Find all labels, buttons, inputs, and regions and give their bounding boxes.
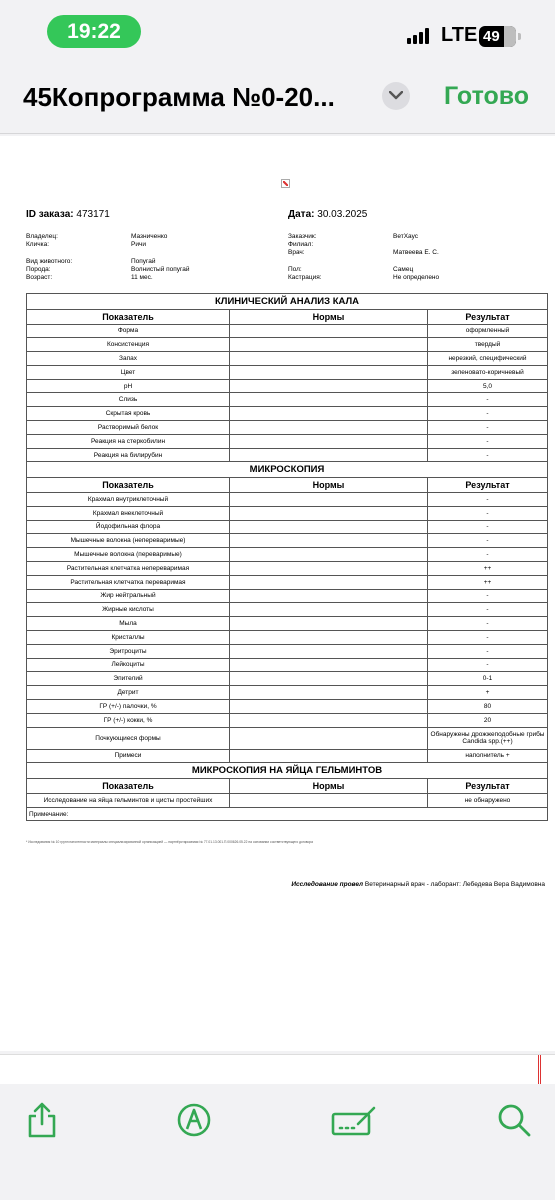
row-norm bbox=[230, 617, 428, 631]
network-type: LTE bbox=[441, 24, 478, 46]
row-result: - bbox=[428, 548, 548, 562]
page-edge-marker bbox=[538, 1055, 541, 1085]
row-indicator: Детрит bbox=[27, 686, 230, 700]
order-date bbox=[288, 209, 367, 220]
customer-value: ВетХаус bbox=[393, 233, 419, 240]
table-row bbox=[27, 506, 548, 520]
row-result: нерезкий, специфический bbox=[428, 352, 548, 366]
pet-name-label: Кличка: bbox=[26, 241, 50, 248]
row-norm bbox=[230, 506, 428, 520]
navigation-bar bbox=[0, 62, 555, 134]
owner-value: Мазниченко bbox=[131, 233, 168, 240]
battery-level: 49 bbox=[483, 28, 500, 45]
row-indicator: Крахмал внутриклеточный bbox=[27, 492, 230, 506]
sex-value: Самец bbox=[393, 266, 414, 273]
row-indicator: Эритроциты bbox=[27, 644, 230, 658]
row-result: ++ bbox=[428, 561, 548, 575]
section-helminth-header bbox=[27, 763, 548, 779]
row-result: - bbox=[428, 603, 548, 617]
section-clinical-header bbox=[27, 294, 548, 310]
table-header-row bbox=[27, 309, 548, 324]
row-result: - bbox=[428, 434, 548, 448]
row-norm bbox=[230, 365, 428, 379]
title-menu-button[interactable] bbox=[382, 82, 410, 110]
row-norm bbox=[230, 520, 428, 534]
signoff-text: Ветеринарный врач - лаборант: Лебедева Вера Вадимовна bbox=[364, 881, 545, 888]
row-result: зеленовато-коричневый bbox=[428, 365, 548, 379]
table-row bbox=[27, 324, 548, 338]
species-value: Попугай bbox=[131, 258, 156, 265]
row-indicator: Эпителий bbox=[27, 672, 230, 686]
order-id-label: ID заказа: bbox=[26, 209, 74, 220]
row-indicator: Форма bbox=[27, 324, 230, 338]
row-indicator: Растительная клетчатка непереваримая bbox=[27, 561, 230, 575]
row-norm bbox=[230, 727, 428, 749]
row-result: - bbox=[428, 448, 548, 462]
document-title[interactable]: 45Копрограмма №0-20... bbox=[23, 82, 335, 112]
row-indicator: ГР (+/-) палочки, % bbox=[27, 699, 230, 713]
row-norm bbox=[230, 492, 428, 506]
status-bar bbox=[0, 0, 555, 62]
row-indicator: Йодофильная флора bbox=[27, 520, 230, 534]
row-result: - bbox=[428, 534, 548, 548]
row-norm bbox=[230, 686, 428, 700]
castration-value: Не определено bbox=[393, 274, 440, 281]
row-result: ++ bbox=[428, 575, 548, 589]
row-result: оформленный bbox=[428, 324, 548, 338]
table-row bbox=[27, 448, 548, 462]
row-norm bbox=[230, 603, 428, 617]
date-label: Дата: bbox=[288, 209, 315, 220]
row-result: - bbox=[428, 520, 548, 534]
row-norm bbox=[230, 407, 428, 421]
table-row bbox=[27, 520, 548, 534]
castration-label: Кастрация: bbox=[288, 274, 322, 281]
table-row bbox=[27, 548, 548, 562]
sex-label: Пол: bbox=[288, 266, 302, 273]
table-row bbox=[27, 713, 548, 727]
row-indicator: Мышечные волокна (непереваримые) bbox=[27, 534, 230, 548]
row-indicator: Лейкоциты bbox=[27, 658, 230, 672]
section-microscopy-header bbox=[27, 462, 548, 478]
table-row bbox=[27, 793, 548, 807]
row-norm bbox=[230, 793, 428, 807]
footnote: * Исследования № 10 групп патогенности материалы специализированной организацией — партнёрстаркаемая № 77.01.13.001.П.000626.05.22 на основании соответствующего договора bbox=[26, 840, 314, 844]
table-row bbox=[27, 561, 548, 575]
col-result-header: Результат bbox=[428, 309, 548, 324]
row-result: + bbox=[428, 686, 548, 700]
row-norm bbox=[230, 713, 428, 727]
row-indicator: Мышечные волокна (переваримые) bbox=[27, 548, 230, 562]
col-norms-header: Нормы bbox=[230, 778, 428, 793]
row-result: 20 bbox=[428, 713, 548, 727]
col-result-header: Результат bbox=[428, 778, 548, 793]
row-norm bbox=[230, 448, 428, 462]
row-indicator: Исследование на яйца гельминтов и цисты простейших bbox=[27, 793, 230, 807]
row-indicator: Скрытая кровь bbox=[27, 407, 230, 421]
row-norm bbox=[230, 379, 428, 393]
row-indicator: Жирные кислоты bbox=[27, 603, 230, 617]
table-row bbox=[27, 379, 548, 393]
signature-button[interactable] bbox=[330, 1100, 378, 1140]
owner-label: Владелец: bbox=[26, 233, 58, 240]
broken-image-icon bbox=[281, 179, 290, 188]
signature-icon bbox=[330, 1100, 378, 1140]
table-row bbox=[27, 644, 548, 658]
row-norm bbox=[230, 575, 428, 589]
table-row bbox=[27, 686, 548, 700]
row-result: 5,0 bbox=[428, 379, 548, 393]
done-button[interactable]: Готово bbox=[444, 82, 530, 110]
table-row bbox=[27, 603, 548, 617]
table-row bbox=[27, 492, 548, 506]
bottom-toolbar bbox=[0, 1084, 555, 1200]
breed-label: Порода: bbox=[26, 266, 51, 273]
note-row bbox=[27, 807, 548, 821]
doctor-label: Врач: bbox=[288, 249, 305, 256]
doctor-value: Матвеева Е. С. bbox=[393, 249, 439, 256]
results-table bbox=[26, 293, 548, 821]
table-row bbox=[27, 407, 548, 421]
row-result: - bbox=[428, 644, 548, 658]
breed-value: Волнистый попугай bbox=[131, 266, 190, 273]
table-header-row bbox=[27, 778, 548, 793]
section-title: КЛИНИЧЕСКИЙ АНАЛИЗ КАЛА bbox=[27, 294, 548, 310]
search-button[interactable] bbox=[494, 1100, 534, 1140]
signoff-label: Исследование провел bbox=[291, 881, 364, 888]
table-row bbox=[27, 658, 548, 672]
markup-pen-icon bbox=[174, 1100, 214, 1140]
row-result: - bbox=[428, 393, 548, 407]
next-page-preview[interactable] bbox=[0, 1054, 555, 1084]
row-norm bbox=[230, 699, 428, 713]
cellular-signal-icon bbox=[407, 28, 429, 44]
col-norms-header: Нормы bbox=[230, 477, 428, 492]
row-indicator: Крахмал внеклеточный bbox=[27, 506, 230, 520]
row-result: не обнаружено bbox=[428, 793, 548, 807]
row-indicator: Примеси bbox=[27, 749, 230, 763]
col-indicator-header: Показатель bbox=[27, 778, 230, 793]
row-result: - bbox=[428, 658, 548, 672]
row-indicator: pH bbox=[27, 379, 230, 393]
table-row bbox=[27, 338, 548, 352]
row-result: наполнитель + bbox=[428, 749, 548, 763]
row-indicator: Консистенция bbox=[27, 338, 230, 352]
col-indicator-header: Показатель bbox=[27, 309, 230, 324]
row-result: 80 bbox=[428, 699, 548, 713]
section-title: МИКРОСКОПИЯ НА ЯЙЦА ГЕЛЬМИНТОВ bbox=[27, 763, 548, 779]
table-row bbox=[27, 749, 548, 763]
row-norm bbox=[230, 393, 428, 407]
table-row bbox=[27, 434, 548, 448]
row-indicator: Мыла bbox=[27, 617, 230, 631]
row-norm bbox=[230, 338, 428, 352]
markup-button[interactable] bbox=[174, 1100, 214, 1140]
note-label: Примечание: bbox=[27, 807, 548, 821]
date-value: 30.03.2025 bbox=[317, 209, 368, 220]
row-indicator: Почкующиеся формы bbox=[27, 727, 230, 749]
species-label: Вид животного: bbox=[26, 258, 73, 265]
battery-icon bbox=[479, 26, 516, 47]
row-norm bbox=[230, 658, 428, 672]
row-norm bbox=[230, 672, 428, 686]
row-result: - bbox=[428, 506, 548, 520]
row-norm bbox=[230, 548, 428, 562]
row-norm bbox=[230, 561, 428, 575]
order-id bbox=[26, 209, 110, 220]
row-norm bbox=[230, 749, 428, 763]
table-row bbox=[27, 352, 548, 366]
table-row bbox=[27, 365, 548, 379]
col-indicator-header: Показатель bbox=[27, 477, 230, 492]
battery-tip bbox=[518, 33, 521, 40]
row-norm bbox=[230, 352, 428, 366]
status-time[interactable]: 19:22 bbox=[47, 15, 141, 48]
table-row bbox=[27, 421, 548, 435]
table-row bbox=[27, 589, 548, 603]
row-indicator: Растворимый белок bbox=[27, 421, 230, 435]
table-header-row bbox=[27, 477, 548, 492]
row-norm bbox=[230, 644, 428, 658]
table-row bbox=[27, 727, 548, 749]
table-row bbox=[27, 672, 548, 686]
chevron-down-icon bbox=[389, 91, 403, 101]
row-indicator: ГР (+/-) кокки, % bbox=[27, 713, 230, 727]
col-norms-header: Нормы bbox=[230, 309, 428, 324]
share-button[interactable] bbox=[22, 1100, 62, 1140]
table-row bbox=[27, 393, 548, 407]
row-indicator: Реакция на стеркобилин bbox=[27, 434, 230, 448]
signoff bbox=[291, 881, 545, 888]
table-row bbox=[27, 617, 548, 631]
row-result: - bbox=[428, 617, 548, 631]
row-norm bbox=[230, 434, 428, 448]
row-norm bbox=[230, 630, 428, 644]
row-indicator: Слизь bbox=[27, 393, 230, 407]
row-result: - bbox=[428, 492, 548, 506]
share-icon bbox=[22, 1100, 62, 1140]
row-indicator: Растительная клетчатка переваримая bbox=[27, 575, 230, 589]
table-row bbox=[27, 699, 548, 713]
row-result: твердый bbox=[428, 338, 548, 352]
col-result-header: Результат bbox=[428, 477, 548, 492]
row-result: - bbox=[428, 589, 548, 603]
row-indicator: Цвет bbox=[27, 365, 230, 379]
search-icon bbox=[494, 1100, 534, 1140]
row-norm bbox=[230, 324, 428, 338]
row-indicator: Реакция на билирубин bbox=[27, 448, 230, 462]
row-result: - bbox=[428, 407, 548, 421]
age-value: 11 мес. bbox=[131, 274, 153, 281]
table-row bbox=[27, 630, 548, 644]
row-indicator: Запах bbox=[27, 352, 230, 366]
row-norm bbox=[230, 589, 428, 603]
row-result: - bbox=[428, 421, 548, 435]
row-indicator: Кристаллы bbox=[27, 630, 230, 644]
order-id-value: 473171 bbox=[76, 209, 110, 220]
row-result: - bbox=[428, 630, 548, 644]
customer-label: Заказчик: bbox=[288, 233, 317, 240]
row-indicator: Жир нейтральный bbox=[27, 589, 230, 603]
pet-name-value: Ричи bbox=[131, 241, 146, 248]
row-norm bbox=[230, 421, 428, 435]
row-norm bbox=[230, 534, 428, 548]
table-row bbox=[27, 534, 548, 548]
row-result: Обнаружены дрожжеподобные грибы Candida spp.(++) bbox=[428, 727, 548, 749]
branch-label: Филиал: bbox=[288, 241, 314, 248]
section-title: МИКРОСКОПИЯ bbox=[27, 462, 548, 478]
age-label: Возраст: bbox=[26, 274, 53, 281]
document-page[interactable] bbox=[0, 136, 555, 1051]
row-result: 0-1 bbox=[428, 672, 548, 686]
table-row bbox=[27, 575, 548, 589]
